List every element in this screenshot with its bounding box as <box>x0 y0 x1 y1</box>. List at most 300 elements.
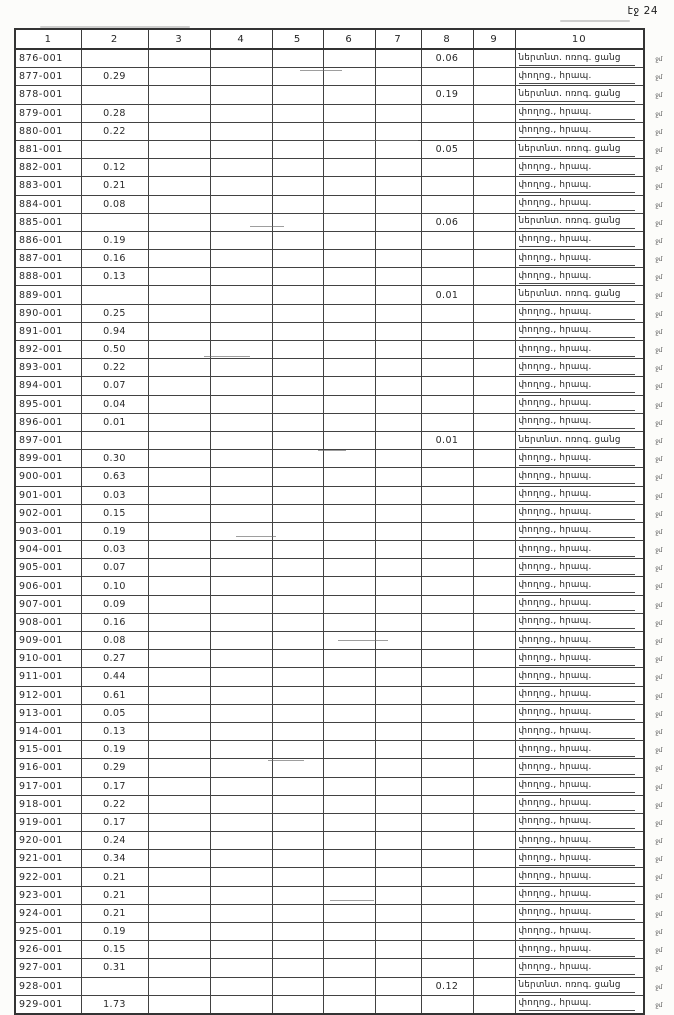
table-row <box>15 632 644 650</box>
col7-cell <box>375 759 421 777</box>
land-use-cell <box>515 850 662 868</box>
margin-mark: ջմ <box>655 601 662 609</box>
col9-cell <box>473 86 515 104</box>
col6-cell <box>323 795 375 813</box>
table-row <box>15 832 644 850</box>
col4-cell <box>210 86 272 104</box>
col3-cell <box>148 577 210 595</box>
col3-cell <box>148 177 210 195</box>
col6-cell <box>323 195 375 213</box>
table-row <box>15 450 644 468</box>
table-row <box>15 86 644 104</box>
col5-cell <box>272 886 323 904</box>
col4-cell <box>210 322 272 340</box>
area-col8-cell <box>421 850 473 868</box>
col9-cell <box>473 213 515 231</box>
parcel-id-cell: 908-001 <box>15 613 81 631</box>
column-header-4: 4 <box>210 29 272 49</box>
col9-cell <box>473 977 515 995</box>
scan-artifact <box>236 536 276 537</box>
land-use-label: փողոց., հրապ. <box>519 506 636 520</box>
col5-cell <box>272 359 323 377</box>
parcel-id-cell: 929-001 <box>15 995 81 1014</box>
col6-cell <box>323 140 375 158</box>
land-use-label: փողոց., հրապ. <box>519 779 636 793</box>
land-use-label: ներտնտ. ոռոգ. ցանց <box>519 288 636 302</box>
land-use-cell <box>515 832 662 850</box>
table-row <box>15 322 644 340</box>
col9-cell <box>473 122 515 140</box>
col3-cell <box>148 741 210 759</box>
area-col2-cell: 0.29 <box>81 759 148 777</box>
col9-cell <box>473 650 515 668</box>
table-row <box>15 722 644 740</box>
col7-cell <box>375 995 421 1014</box>
area-col2-cell: 0.28 <box>81 104 148 122</box>
column-header-1: 1 <box>15 29 81 49</box>
col4-cell <box>210 632 272 650</box>
area-col2-cell: 0.22 <box>81 122 148 140</box>
col9-cell <box>473 450 515 468</box>
col9-cell <box>473 613 515 631</box>
land-use-cell <box>515 941 662 959</box>
parcel-id-cell: 889-001 <box>15 286 81 304</box>
land-use-cell <box>515 595 662 613</box>
land-use-label: փողոց., հրապ. <box>519 233 636 247</box>
col6-cell <box>323 522 375 540</box>
land-use-cell <box>515 431 662 449</box>
margin-mark: ջմ <box>655 855 662 863</box>
land-use-label: փողոց., հրապ. <box>519 597 636 611</box>
land-use-cell <box>515 250 662 268</box>
parcel-id-cell: 919-001 <box>15 813 81 831</box>
col7-cell <box>375 122 421 140</box>
land-use-label: ներտնտ. ոռոգ. ցանց <box>519 434 636 448</box>
table-row <box>15 341 644 359</box>
col7-cell <box>375 795 421 813</box>
table-row <box>15 49 644 68</box>
land-use-label: փողոց., հրապ. <box>519 943 636 957</box>
scan-artifact <box>268 760 304 761</box>
area-col2-cell: 0.13 <box>81 722 148 740</box>
margin-mark: ջմ <box>655 364 662 372</box>
land-use-cell <box>515 413 662 431</box>
parcel-id-cell: 920-001 <box>15 832 81 850</box>
col3-cell <box>148 122 210 140</box>
scan-smudge <box>560 20 630 22</box>
col7-cell <box>375 704 421 722</box>
area-col8-cell: 0.12 <box>421 977 473 995</box>
area-col8-cell <box>421 504 473 522</box>
table-row <box>15 777 644 795</box>
col4-cell <box>210 268 272 286</box>
col4-cell <box>210 122 272 140</box>
area-col2-cell: 0.09 <box>81 595 148 613</box>
land-use-label: փողոց., հրապ. <box>519 106 636 120</box>
parcel-id-cell: 882-001 <box>15 159 81 177</box>
col5-cell <box>272 231 323 249</box>
col4-cell <box>210 813 272 831</box>
area-col2-cell: 0.21 <box>81 868 148 886</box>
col7-cell <box>375 159 421 177</box>
area-col2-cell: 0.19 <box>81 231 148 249</box>
col9-cell <box>473 777 515 795</box>
area-col8-cell <box>421 486 473 504</box>
col9-cell <box>473 995 515 1014</box>
col5-cell <box>272 431 323 449</box>
parcel-id-cell: 878-001 <box>15 86 81 104</box>
parcel-id-cell: 921-001 <box>15 850 81 868</box>
parcel-id-cell: 922-001 <box>15 868 81 886</box>
col7-cell <box>375 213 421 231</box>
parcel-id-cell: 904-001 <box>15 541 81 559</box>
col6-cell <box>323 904 375 922</box>
scan-artifact <box>250 226 284 227</box>
col5-cell <box>272 686 323 704</box>
land-use-cell <box>515 322 662 340</box>
area-col2-cell <box>81 213 148 231</box>
col9-cell <box>473 923 515 941</box>
col4-cell <box>210 286 272 304</box>
land-use-label: փողոց., հրապ. <box>519 452 636 466</box>
area-col2-cell: 0.44 <box>81 668 148 686</box>
col6-cell <box>323 832 375 850</box>
area-col8-cell <box>421 68 473 86</box>
land-use-label: փողոց., հրապ. <box>519 725 636 739</box>
col7-cell <box>375 68 421 86</box>
margin-mark: ջմ <box>655 291 662 300</box>
table-row <box>15 613 644 631</box>
table-row <box>15 268 644 286</box>
col4-cell <box>210 68 272 86</box>
col4-cell <box>210 140 272 158</box>
area-col8-cell: 0.01 <box>421 431 473 449</box>
area-col2-cell: 0.31 <box>81 959 148 977</box>
margin-mark: ջմ <box>655 510 662 518</box>
margin-mark: ջմ <box>655 582 662 591</box>
col6-cell <box>323 577 375 595</box>
col7-cell <box>375 395 421 413</box>
col3-cell <box>148 722 210 740</box>
margin-mark: ջմ <box>655 273 662 281</box>
margin-mark: ջմ <box>655 655 662 663</box>
land-use-label: փողոց., հրապ. <box>519 743 636 757</box>
col9-cell <box>473 559 515 577</box>
land-use-label: փողոց., հրապ. <box>519 488 636 502</box>
col7-cell <box>375 941 421 959</box>
col6-cell <box>323 49 375 68</box>
area-col8-cell <box>421 741 473 759</box>
col9-cell <box>473 941 515 959</box>
area-col2-cell <box>81 49 148 68</box>
col4-cell <box>210 304 272 322</box>
col6-cell <box>323 268 375 286</box>
area-col2-cell: 0.19 <box>81 522 148 540</box>
column-header-2: 2 <box>81 29 148 49</box>
col3-cell <box>148 704 210 722</box>
col6-cell <box>323 886 375 904</box>
col7-cell <box>375 413 421 431</box>
col3-cell <box>148 195 210 213</box>
table-row <box>15 668 644 686</box>
col4-cell <box>210 686 272 704</box>
margin-mark: ջմ <box>655 1001 662 1009</box>
col4-cell <box>210 213 272 231</box>
col6-cell <box>323 231 375 249</box>
col6-cell <box>323 86 375 104</box>
page-number: էջ 24 <box>627 5 658 17</box>
land-use-label: փողոց., հրապ. <box>519 415 636 429</box>
land-use-label: փողոց., հրապ. <box>519 161 636 175</box>
col9-cell <box>473 686 515 704</box>
margin-mark: ջմ <box>655 128 662 136</box>
col9-cell <box>473 741 515 759</box>
col4-cell <box>210 159 272 177</box>
parcel-id-cell: 894-001 <box>15 377 81 395</box>
table-row <box>15 250 644 268</box>
col9-cell <box>473 286 515 304</box>
col9-cell <box>473 268 515 286</box>
col4-cell <box>210 377 272 395</box>
margin-mark: ջմ <box>655 837 662 845</box>
col4-cell <box>210 832 272 850</box>
land-use-cell <box>515 195 662 213</box>
col4-cell <box>210 850 272 868</box>
col3-cell <box>148 395 210 413</box>
parcel-id-cell: 909-001 <box>15 632 81 650</box>
col7-cell <box>375 250 421 268</box>
area-col8-cell: 0.01 <box>421 286 473 304</box>
table-row <box>15 231 644 249</box>
col3-cell <box>148 268 210 286</box>
table-row <box>15 577 644 595</box>
land-use-cell <box>515 977 662 995</box>
col6-cell <box>323 777 375 795</box>
col9-cell <box>473 140 515 158</box>
margin-mark: ջմ <box>655 691 662 700</box>
col5-cell <box>272 704 323 722</box>
land-use-label: փողոց., հրապ. <box>519 70 636 84</box>
column-header-6: 6 <box>323 29 375 49</box>
parcel-id-cell: 902-001 <box>15 504 81 522</box>
col4-cell <box>210 577 272 595</box>
land-use-cell <box>515 650 662 668</box>
margin-mark: ջմ <box>655 437 662 445</box>
col4-cell <box>210 450 272 468</box>
land-use-label: փողոց., հրապ. <box>519 306 636 320</box>
col3-cell <box>148 995 210 1014</box>
margin-mark: ջմ <box>655 200 662 209</box>
table-row <box>15 886 644 904</box>
area-col8-cell <box>421 795 473 813</box>
col4-cell <box>210 722 272 740</box>
parcel-id-cell: 897-001 <box>15 431 81 449</box>
table-row <box>15 759 644 777</box>
col4-cell <box>210 777 272 795</box>
col9-cell <box>473 668 515 686</box>
table-row <box>15 541 644 559</box>
area-col8-cell <box>421 595 473 613</box>
col5-cell <box>272 977 323 995</box>
col4-cell <box>210 413 272 431</box>
col3-cell <box>148 923 210 941</box>
parcel-id-cell: 887-001 <box>15 250 81 268</box>
land-use-cell <box>515 504 662 522</box>
col3-cell <box>148 522 210 540</box>
col9-cell <box>473 722 515 740</box>
col6-cell <box>323 104 375 122</box>
parcel-id-cell: 895-001 <box>15 395 81 413</box>
parcel-id-cell: 924-001 <box>15 904 81 922</box>
table-row <box>15 177 644 195</box>
col5-cell <box>272 522 323 540</box>
parcel-id-cell: 881-001 <box>15 140 81 158</box>
col5-cell <box>272 595 323 613</box>
land-use-label: փողոց., հրապ. <box>519 124 636 138</box>
land-use-cell <box>515 541 662 559</box>
col7-cell <box>375 541 421 559</box>
land-use-cell <box>515 468 662 486</box>
margin-mark: ջմ <box>655 982 662 991</box>
land-use-label: փողոց., հրապ. <box>519 634 636 648</box>
col6-cell <box>323 686 375 704</box>
col7-cell <box>375 850 421 868</box>
col3-cell <box>148 886 210 904</box>
col3-cell <box>148 231 210 249</box>
area-col2-cell: 0.22 <box>81 795 148 813</box>
col7-cell <box>375 522 421 540</box>
scan-artifact <box>338 640 388 641</box>
col7-cell <box>375 868 421 886</box>
area-col8-cell <box>421 395 473 413</box>
col6-cell <box>323 650 375 668</box>
col4-cell <box>210 759 272 777</box>
land-use-label: ներտնտ. ոռոգ. ցանց <box>519 143 636 157</box>
col9-cell <box>473 959 515 977</box>
table-row <box>15 595 644 613</box>
area-col2-cell <box>81 977 148 995</box>
land-use-cell <box>515 486 662 504</box>
land-use-label: փողոց., հրապ. <box>519 379 636 393</box>
land-use-label: փողոց., հրապ. <box>519 852 636 866</box>
col3-cell <box>148 559 210 577</box>
parcel-id-cell: 880-001 <box>15 122 81 140</box>
area-col8-cell <box>421 832 473 850</box>
col7-cell <box>375 49 421 68</box>
col4-cell <box>210 741 272 759</box>
col7-cell <box>375 668 421 686</box>
parcel-id-cell: 890-001 <box>15 304 81 322</box>
land-use-cell <box>515 741 662 759</box>
col5-cell <box>272 832 323 850</box>
col3-cell <box>148 759 210 777</box>
area-col8-cell <box>421 777 473 795</box>
col5-cell <box>272 813 323 831</box>
col7-cell <box>375 595 421 613</box>
col4-cell <box>210 923 272 941</box>
column-header-7: 7 <box>375 29 421 49</box>
col7-cell <box>375 959 421 977</box>
cadastre-table <box>14 28 662 1015</box>
col5-cell <box>272 322 323 340</box>
parcel-id-cell: 905-001 <box>15 559 81 577</box>
land-use-cell <box>515 68 662 86</box>
margin-mark: ջմ <box>655 473 662 481</box>
margin-mark: ջմ <box>655 310 662 318</box>
col5-cell <box>272 213 323 231</box>
area-col2-cell: 0.17 <box>81 777 148 795</box>
land-use-cell <box>515 668 662 686</box>
area-col2-cell: 0.63 <box>81 468 148 486</box>
col3-cell <box>148 322 210 340</box>
col3-cell <box>148 140 210 158</box>
parcel-id-cell: 925-001 <box>15 923 81 941</box>
col5-cell <box>272 959 323 977</box>
col6-cell <box>323 977 375 995</box>
area-col2-cell: 0.01 <box>81 413 148 431</box>
area-col8-cell <box>421 268 473 286</box>
col7-cell <box>375 450 421 468</box>
land-use-label: փողոց., հրապ. <box>519 761 636 775</box>
table-row <box>15 850 644 868</box>
col7-cell <box>375 832 421 850</box>
col9-cell <box>473 431 515 449</box>
parcel-id-cell: 893-001 <box>15 359 81 377</box>
col9-cell <box>473 195 515 213</box>
col9-cell <box>473 468 515 486</box>
col7-cell <box>375 722 421 740</box>
col6-cell <box>323 341 375 359</box>
parcel-id-cell: 903-001 <box>15 522 81 540</box>
col6-cell <box>323 759 375 777</box>
col5-cell <box>272 777 323 795</box>
area-col8-cell <box>421 195 473 213</box>
land-use-cell <box>515 359 662 377</box>
land-use-cell <box>515 868 662 886</box>
col6-cell <box>323 250 375 268</box>
scan-artifact <box>330 900 374 901</box>
col6-cell <box>323 468 375 486</box>
col7-cell <box>375 304 421 322</box>
area-col2-cell: 0.19 <box>81 923 148 941</box>
table-row <box>15 122 644 140</box>
parcel-id-cell: 906-001 <box>15 577 81 595</box>
col9-cell <box>473 832 515 850</box>
col3-cell <box>148 504 210 522</box>
area-col8-cell <box>421 577 473 595</box>
col7-cell <box>375 377 421 395</box>
col3-cell <box>148 595 210 613</box>
col5-cell <box>272 504 323 522</box>
margin-mark: ջմ <box>655 728 662 736</box>
parcel-id-cell: 916-001 <box>15 759 81 777</box>
land-use-cell <box>515 86 662 104</box>
col5-cell <box>272 868 323 886</box>
parcel-id-cell: 879-001 <box>15 104 81 122</box>
parcel-id-cell: 888-001 <box>15 268 81 286</box>
table-row <box>15 686 644 704</box>
col9-cell <box>473 359 515 377</box>
area-col8-cell: 0.05 <box>421 140 473 158</box>
col6-cell <box>323 486 375 504</box>
land-use-label: փողոց., հրապ. <box>519 270 636 284</box>
column-header-5: 5 <box>272 29 323 49</box>
margin-mark: ջմ <box>655 546 662 554</box>
land-use-cell <box>515 49 662 68</box>
scan-artifact <box>300 70 342 71</box>
margin-mark: ջմ <box>655 455 662 463</box>
col4-cell <box>210 995 272 1014</box>
